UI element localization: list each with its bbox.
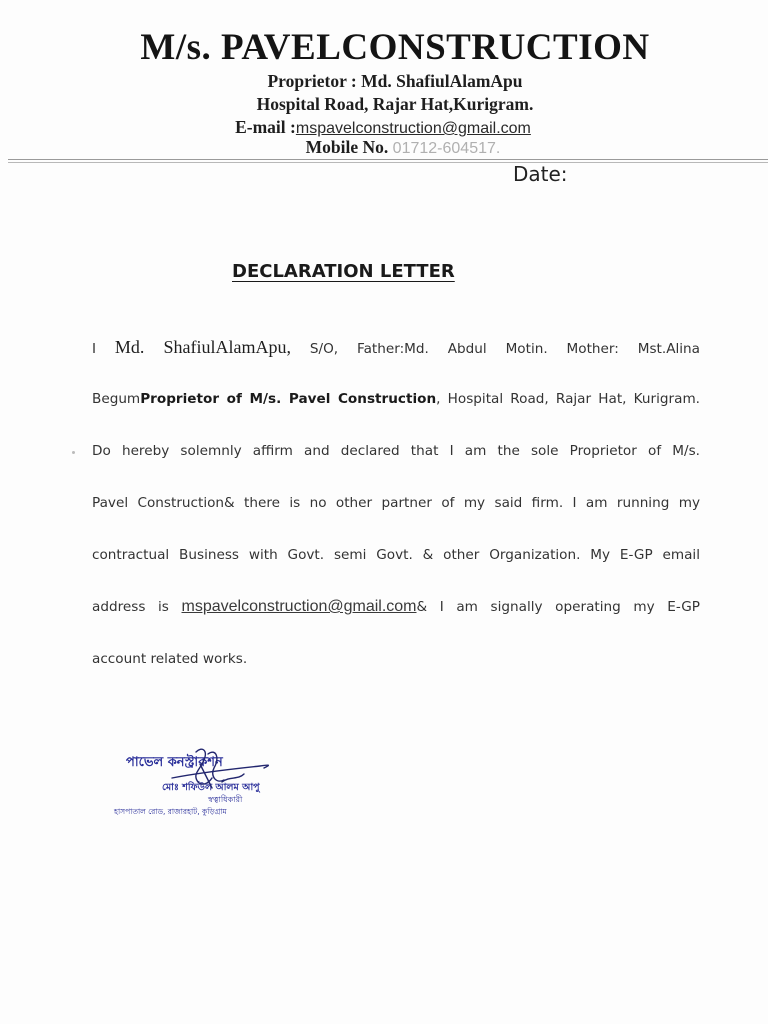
email-line [0, 117, 768, 138]
proprietor-name: Md. ShafiulAlamApu, [114, 337, 291, 357]
body-line-3: Do hereby solemnly affirm and declared that I am the sole Proprietor of M/s. [92, 443, 700, 459]
stamp-role-text: স্বত্বাধিকারী [208, 795, 243, 804]
header-divider-secondary [8, 162, 768, 163]
body-text: address is [92, 599, 169, 615]
header-divider [8, 159, 768, 160]
body-text: & I am signally operating my E-GP [416, 599, 700, 615]
letter-title: DECLARATION LETTER [232, 261, 455, 282]
body-line-1 [92, 330, 700, 382]
letter-body [92, 330, 700, 694]
stamp-name-text: মোঃ শফিউল আলম আপু [162, 782, 260, 793]
body-text: I [92, 341, 97, 357]
stamp-firm-text: পাভেল কনস্ট্রাকশন [126, 755, 223, 770]
body-line-5: contractual Business with Govt. semi Govt. & other Organization. My E-GP email [92, 547, 700, 563]
email-label: E-mail : [235, 117, 296, 137]
body-line-4: Pavel Construction& there is no other partner of my said firm. I am running my [92, 495, 700, 511]
header-email-link[interactable]: mspavelconstruction@gmail.com [295, 120, 531, 137]
scan-speck [72, 451, 75, 454]
firm-name: M/s. PAVELCONSTRUCTION [140, 27, 650, 68]
body-email-link[interactable]: mspavelconstruction@gmail.com [181, 598, 417, 615]
date-label: Date: [513, 162, 568, 186]
body-line-2 [92, 382, 700, 434]
body-text: , Hospital Road, Rajar Hat, Kurigram. [436, 391, 700, 407]
body-text: S/O, Father:Md. Abdul Motin. Mother: Mst.Alina [309, 341, 700, 357]
body-line-6 [92, 590, 700, 642]
address-line: Hospital Road, Rajar Hat,Kurigram. [256, 94, 534, 114]
proprietor-firm: Proprietor of M/s. Pavel Construction [140, 391, 437, 407]
body-line-7: account related works. [92, 651, 248, 667]
stamp-address-text: হাসপাতাল রোড, রাজারহাট, কুড়িগ্রাম [114, 807, 227, 816]
proprietor-line: Proprietor : Md. ShafiulAlamApu [267, 71, 523, 91]
mobile-line [8, 137, 768, 158]
body-text: Begum [92, 391, 141, 407]
mobile-number: 01712-604517. [392, 140, 501, 157]
proprietor-stamp-signature [112, 744, 292, 826]
mobile-label: Mobile No. [305, 137, 389, 157]
